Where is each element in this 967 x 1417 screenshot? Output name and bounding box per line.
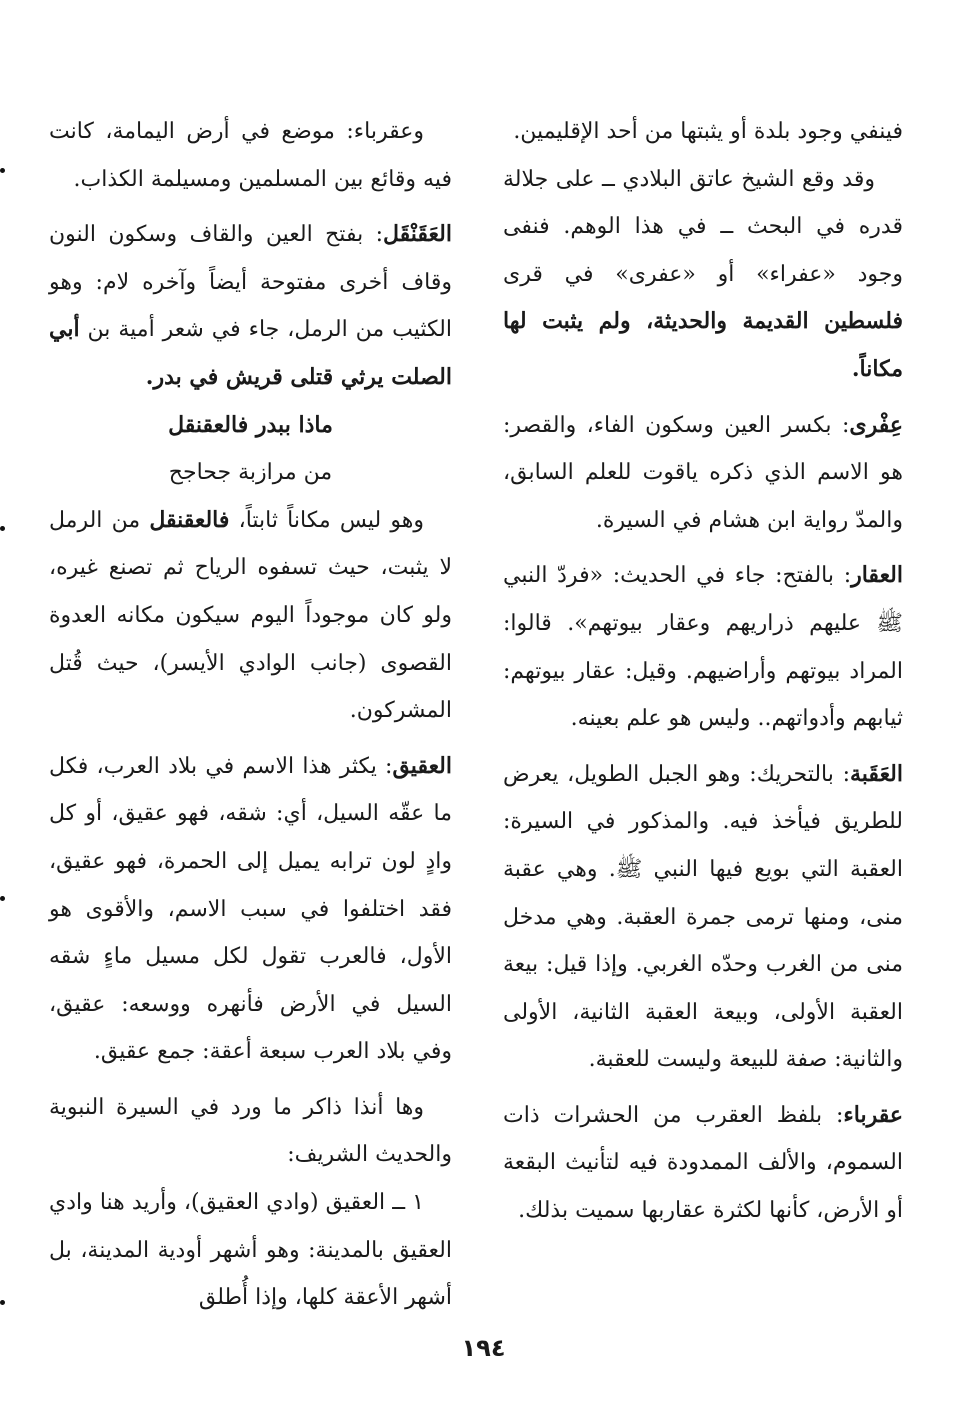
scan-edge-mark (0, 168, 5, 173)
entry-headword: عقرباء (843, 1101, 903, 1128)
entry-headword: العقيق (392, 752, 452, 779)
entry-definition: : بالفتح: جاء في الحديث: «فردّ النبي ﷺ عليهم ذراريهم وعقار بيوتهم». قالوا: المراد بيوتهم وأراضيهم. وقيل: عقار بيوتهم: ثيابهم وأدواتهم.. وليس هو علم بعينه. (503, 563, 903, 732)
paragraph-balladi (503, 156, 903, 394)
paragraph-start: وهو ليس مكاناً ثابتاً، (238, 507, 424, 533)
entry-aqraba (503, 1092, 903, 1235)
entry-definition: : بفتح العين والقاف وسكون النون وقاف أخرى مفتوحة أيضاً وآخره لام: وهو الكثيب من الرمل، جاء في شعر أمية بن (49, 222, 453, 343)
list-item-1: ١ ــ العقيق (وادي العقيق)، وأريد هنا وادي العقيق بالمدينة: وهو أشهر أودية المدينة، بل أشهر الأعقة كلها، وإذا أُطلق (49, 1190, 452, 1311)
entry-headword: العقار (851, 562, 903, 589)
entry-headword: عِفْرى (849, 411, 903, 438)
entry-definition-bold: أبي الصلت يرثي قتلى قريش في بدر. (49, 316, 452, 390)
entry-headword: العَقَبة (850, 760, 903, 787)
paragraph-continuation: فينفي وجود بلدة أو يثبتها من أحد الإقليمين. (513, 119, 903, 144)
entry-ifra (503, 402, 903, 545)
paragraph-bold-term: فالعقنقل (149, 506, 230, 533)
entry-aqar (503, 552, 903, 742)
scan-edge-mark (0, 526, 5, 531)
paragraph-balladi-text: وقد وقع الشيخ عاتق البلادي ــ على جلالة قدره في البحث ــ في هذا الوهم. فنفى وجود «عفراء» أو «عفرى» في قرى (503, 166, 903, 287)
paragraph-aqraba-yamama: وعقرباء: موضع في أرض اليمامة، كانت فيه وقائع بين المسلمين ومسيلمة الكذاب. (49, 119, 452, 192)
paragraph-aqanqal-location (49, 497, 452, 735)
entry-definition: : بالتحريك: وهو الجبل الطويل، يعرض للطريق فيأخذ فيه. والمذكور في السيرة: العقبة التي بويع فيها النبي ﷺ. وهي عقبة منى، ومنها ترمى جمرة العقبة. وهي مدخل منى من الغرب وحدّه الغربي. وإذا قيل: بيعة العقبة الأولى، وبيعة العقبة الثانية، الأولى والثانية: صفة للبيعة وليست للعقبة. (503, 761, 903, 1073)
scan-edge-mark (0, 896, 5, 901)
entry-definition: : بلفظ العقرب من الحشرات ذات السموم، والألف الممدودة فيه لتأنيث البقعة أو الأرض، كأنها لكثرة عقاربها سميت بذلك. (503, 1102, 903, 1224)
right-column (503, 108, 903, 1235)
entry-definition: : يكثر هذا الاسم في بلاد العرب، فكل ما عقّه السيل، أي: شقه، فهو عقيق، أو كل وادٍ لون ترابه يميل إلى الحمرة، فهو عقيق، فقد اختلفوا في سبب الاسم، والأقوى هو الأول، فالعرب تقول لكل مسيل ماءٍ شقه السيل في الأرض فأنهره ووسعه: عقيق، وفي بلاد العرب سبعة أعقة: جمع عقيق. (49, 753, 452, 1065)
scan-edge-mark (0, 1300, 5, 1305)
paragraph-balladi-bold: فلسطين القديمة والحديثة، ولم يثبت لها مكاناً. (503, 308, 903, 382)
poem-line-2: من مرازبة جحاجح (168, 460, 333, 486)
entry-aqanqal (49, 211, 452, 401)
entry-aqiq (49, 743, 452, 1076)
left-column (49, 108, 452, 1322)
poem-line-1: ماذا ببدر فالعقنقل (168, 411, 333, 438)
entry-headword: العَقَنْقَل (383, 221, 452, 248)
entry-definition: : بكسر العين وسكون الفاء، والقصر: هو الاسم الذي ذكره ياقوت للعلم السابق، والمدّ رواية ابن هشام في السيرة. (503, 412, 903, 533)
paragraph-intro-list: وها أنذا ذاكر ما ورد في السيرة النبوية والحديث الشريف: (49, 1094, 452, 1168)
page-number: ١٩٤ (461, 1334, 506, 1362)
entry-aqaba (503, 751, 903, 1084)
paragraph-rest: من الرمل لا يثبت، حيث تسفوه الرياح ثم تصنع غيره، ولو كان موجوداً اليوم سيكون مكانه العدوة القصوى (جانب الوادي الأيسر)، حيث قُتل المشركون. (49, 507, 452, 724)
